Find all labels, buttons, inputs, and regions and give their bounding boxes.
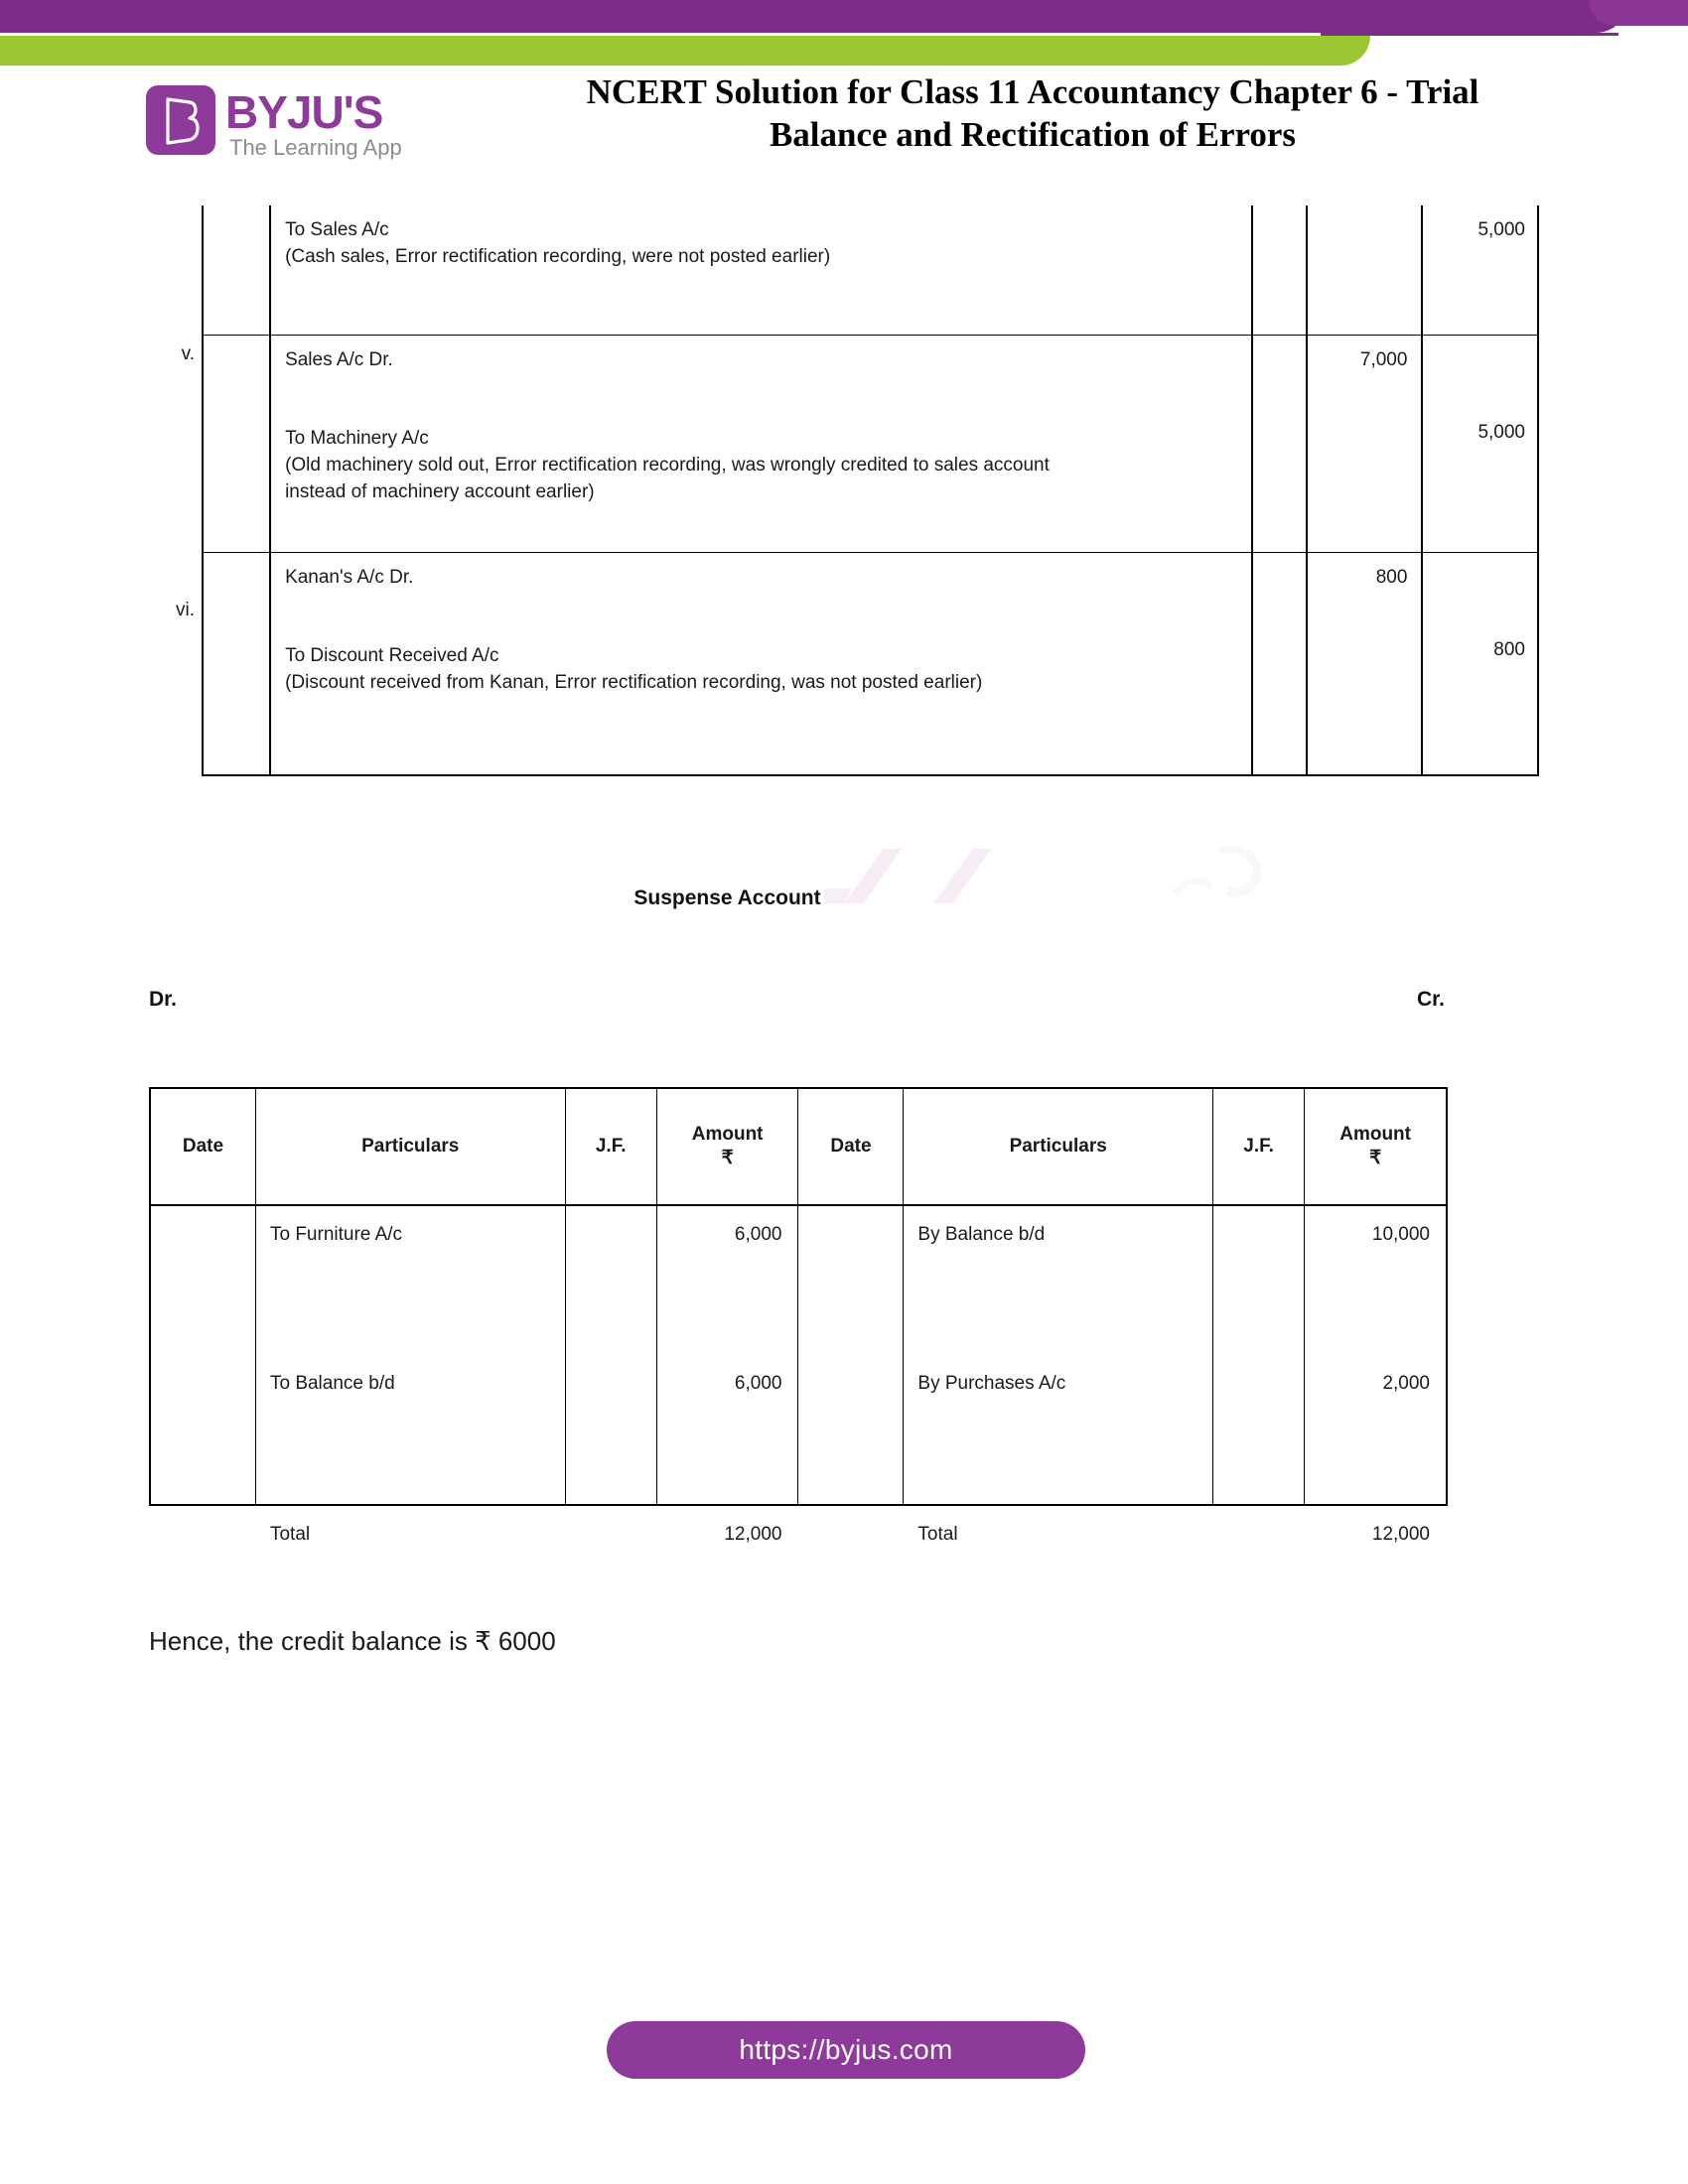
journal-lf-cell (1252, 335, 1307, 552)
ledger-header-amount-debit (656, 1088, 798, 1205)
table-row (150, 1205, 1447, 1505)
page-title (417, 71, 1648, 156)
rupee-symbol-icon: ₹ (1369, 1148, 1382, 1168)
list-item: By Balance b/d (917, 1224, 1046, 1245)
ledger-dr-cr-labels (149, 988, 1445, 1012)
ledger-header-row (150, 1088, 1447, 1205)
table-row (203, 205, 1538, 335)
page-header (0, 71, 1688, 186)
table-row (203, 335, 1538, 552)
table-row (203, 552, 1538, 774)
ledger-total-rule (1305, 1504, 1446, 1506)
journal-credit-cell (1422, 335, 1538, 552)
journal-debit-cell: 7,000 (1307, 335, 1423, 552)
conclusion-text: Hence, the credit balance is ₹ 6000 (149, 1626, 556, 1656)
journal-row-ref-vi: vi. (176, 600, 195, 620)
ledger-header-jf-debit: J.F. (565, 1088, 656, 1205)
ledger-header-amount-credit (1305, 1088, 1447, 1205)
ledger-date-column-debit (150, 1205, 255, 1505)
ledger-header-date-debit: Date (150, 1088, 255, 1205)
ledger-total-amount-debit: 12,000 (724, 1524, 782, 1545)
ledger-total-label-debit: Total (269, 1524, 311, 1545)
ledger-particulars-column-debit (255, 1205, 565, 1545)
ledger-amount-value: 6,000 (734, 1224, 782, 1245)
byjus-b-mark-icon (146, 85, 215, 155)
ledger-header-amount-label: Amount (691, 1124, 764, 1146)
journal-line: To Sales A/c (285, 219, 389, 240)
journal-date-cell (203, 552, 270, 774)
journal-lf-cell (1252, 552, 1307, 774)
journal-lf-cell (1252, 205, 1307, 335)
byjus-logo (146, 83, 434, 169)
ledger-header-particulars-credit: Particulars (904, 1088, 1213, 1205)
ledger-amount-column-debit (656, 1205, 798, 1545)
journal-row-ref-v: v. (181, 343, 195, 364)
ledger-total-amount-credit: 12,000 (1371, 1524, 1430, 1545)
journal-line: (Discount received from Kanan, Error rectification recording, was not posted earlier) (285, 671, 983, 693)
list-item: To Furniture A/c (269, 1224, 403, 1245)
ledger-header-particulars-debit: Particulars (255, 1088, 565, 1205)
journal-particulars-cell (270, 205, 1252, 335)
journal-entries-table (202, 205, 1539, 776)
rupee-symbol-icon: ₹ (721, 1148, 734, 1168)
ledger-jf-column-credit (1212, 1205, 1304, 1505)
journal-credit-amount: 5,000 (1477, 421, 1525, 443)
journal-debit-cell (1307, 205, 1423, 335)
journal-date-cell (203, 205, 270, 335)
journal-date-cell (203, 335, 270, 552)
ledger-particulars-column-credit (904, 1205, 1213, 1545)
decorative-top-bars (0, 0, 1688, 69)
journal-line: To Machinery A/c (285, 427, 429, 449)
journal-line: (Old machinery sold out, Error rectification recording, was wrongly credited to sales account (285, 454, 1050, 476)
ledger-amount-column-credit (1305, 1205, 1447, 1545)
journal-particulars-cell (270, 335, 1252, 552)
journal-credit-cell (1422, 552, 1538, 774)
journal-line: Sales A/c Dr. (285, 348, 393, 370)
purple-banner-bar (0, 0, 1628, 33)
byjus-wordmark: BYJU'S (225, 86, 383, 138)
ledger-header-jf-credit: J.F. (1212, 1088, 1304, 1205)
journal-line: instead of machinery account earlier) (285, 480, 595, 502)
journal-line: To Discount Received A/c (285, 644, 499, 666)
journal-credit-cell: 5,000 (1422, 205, 1538, 335)
journal-line: (Cash sales, Error rectification recording, were not posted earlier) (285, 245, 831, 267)
green-banner-bar (0, 36, 1370, 66)
purple-banner-tail (1589, 0, 1688, 26)
suspense-account-title: Suspense Account (633, 887, 821, 909)
byjus-website-link[interactable]: https://byjus.com (607, 2021, 1085, 2079)
journal-credit-amount: 800 (1493, 638, 1525, 660)
list-item: To Balance b/d (269, 1373, 395, 1394)
page-title-line-1: NCERT Solution for Class 11 Accountancy Chapter 6 - Trial (586, 72, 1479, 111)
ledger-header-amount-label: Amount (1339, 1124, 1411, 1146)
ledger-total-label-credit: Total (917, 1524, 958, 1545)
ledger-jf-column-debit (565, 1205, 656, 1505)
journal-debit-cell: 800 (1307, 552, 1423, 774)
ledger-amount-value: 6,000 (734, 1373, 782, 1394)
suspense-ledger-table (149, 1087, 1448, 1545)
journal-particulars-cell (270, 552, 1252, 774)
ledger-date-column-credit (798, 1205, 904, 1505)
ledger-amount-value: 10,000 (1371, 1224, 1430, 1245)
ledger-amount-value: 2,000 (1382, 1373, 1430, 1394)
ledger-dr-label: Dr. (149, 988, 178, 1011)
journal-line: Kanan's A/c Dr. (285, 566, 414, 588)
ledger-cr-label: Cr. (1416, 988, 1445, 1011)
ledger-header-date-credit: Date (798, 1088, 904, 1205)
byjus-tagline: The Learning App (229, 135, 402, 160)
list-item: By Purchases A/c (917, 1373, 1066, 1394)
page-title-line-2: Balance and Rectification of Errors (769, 114, 1297, 154)
ledger-total-rule (657, 1504, 798, 1506)
